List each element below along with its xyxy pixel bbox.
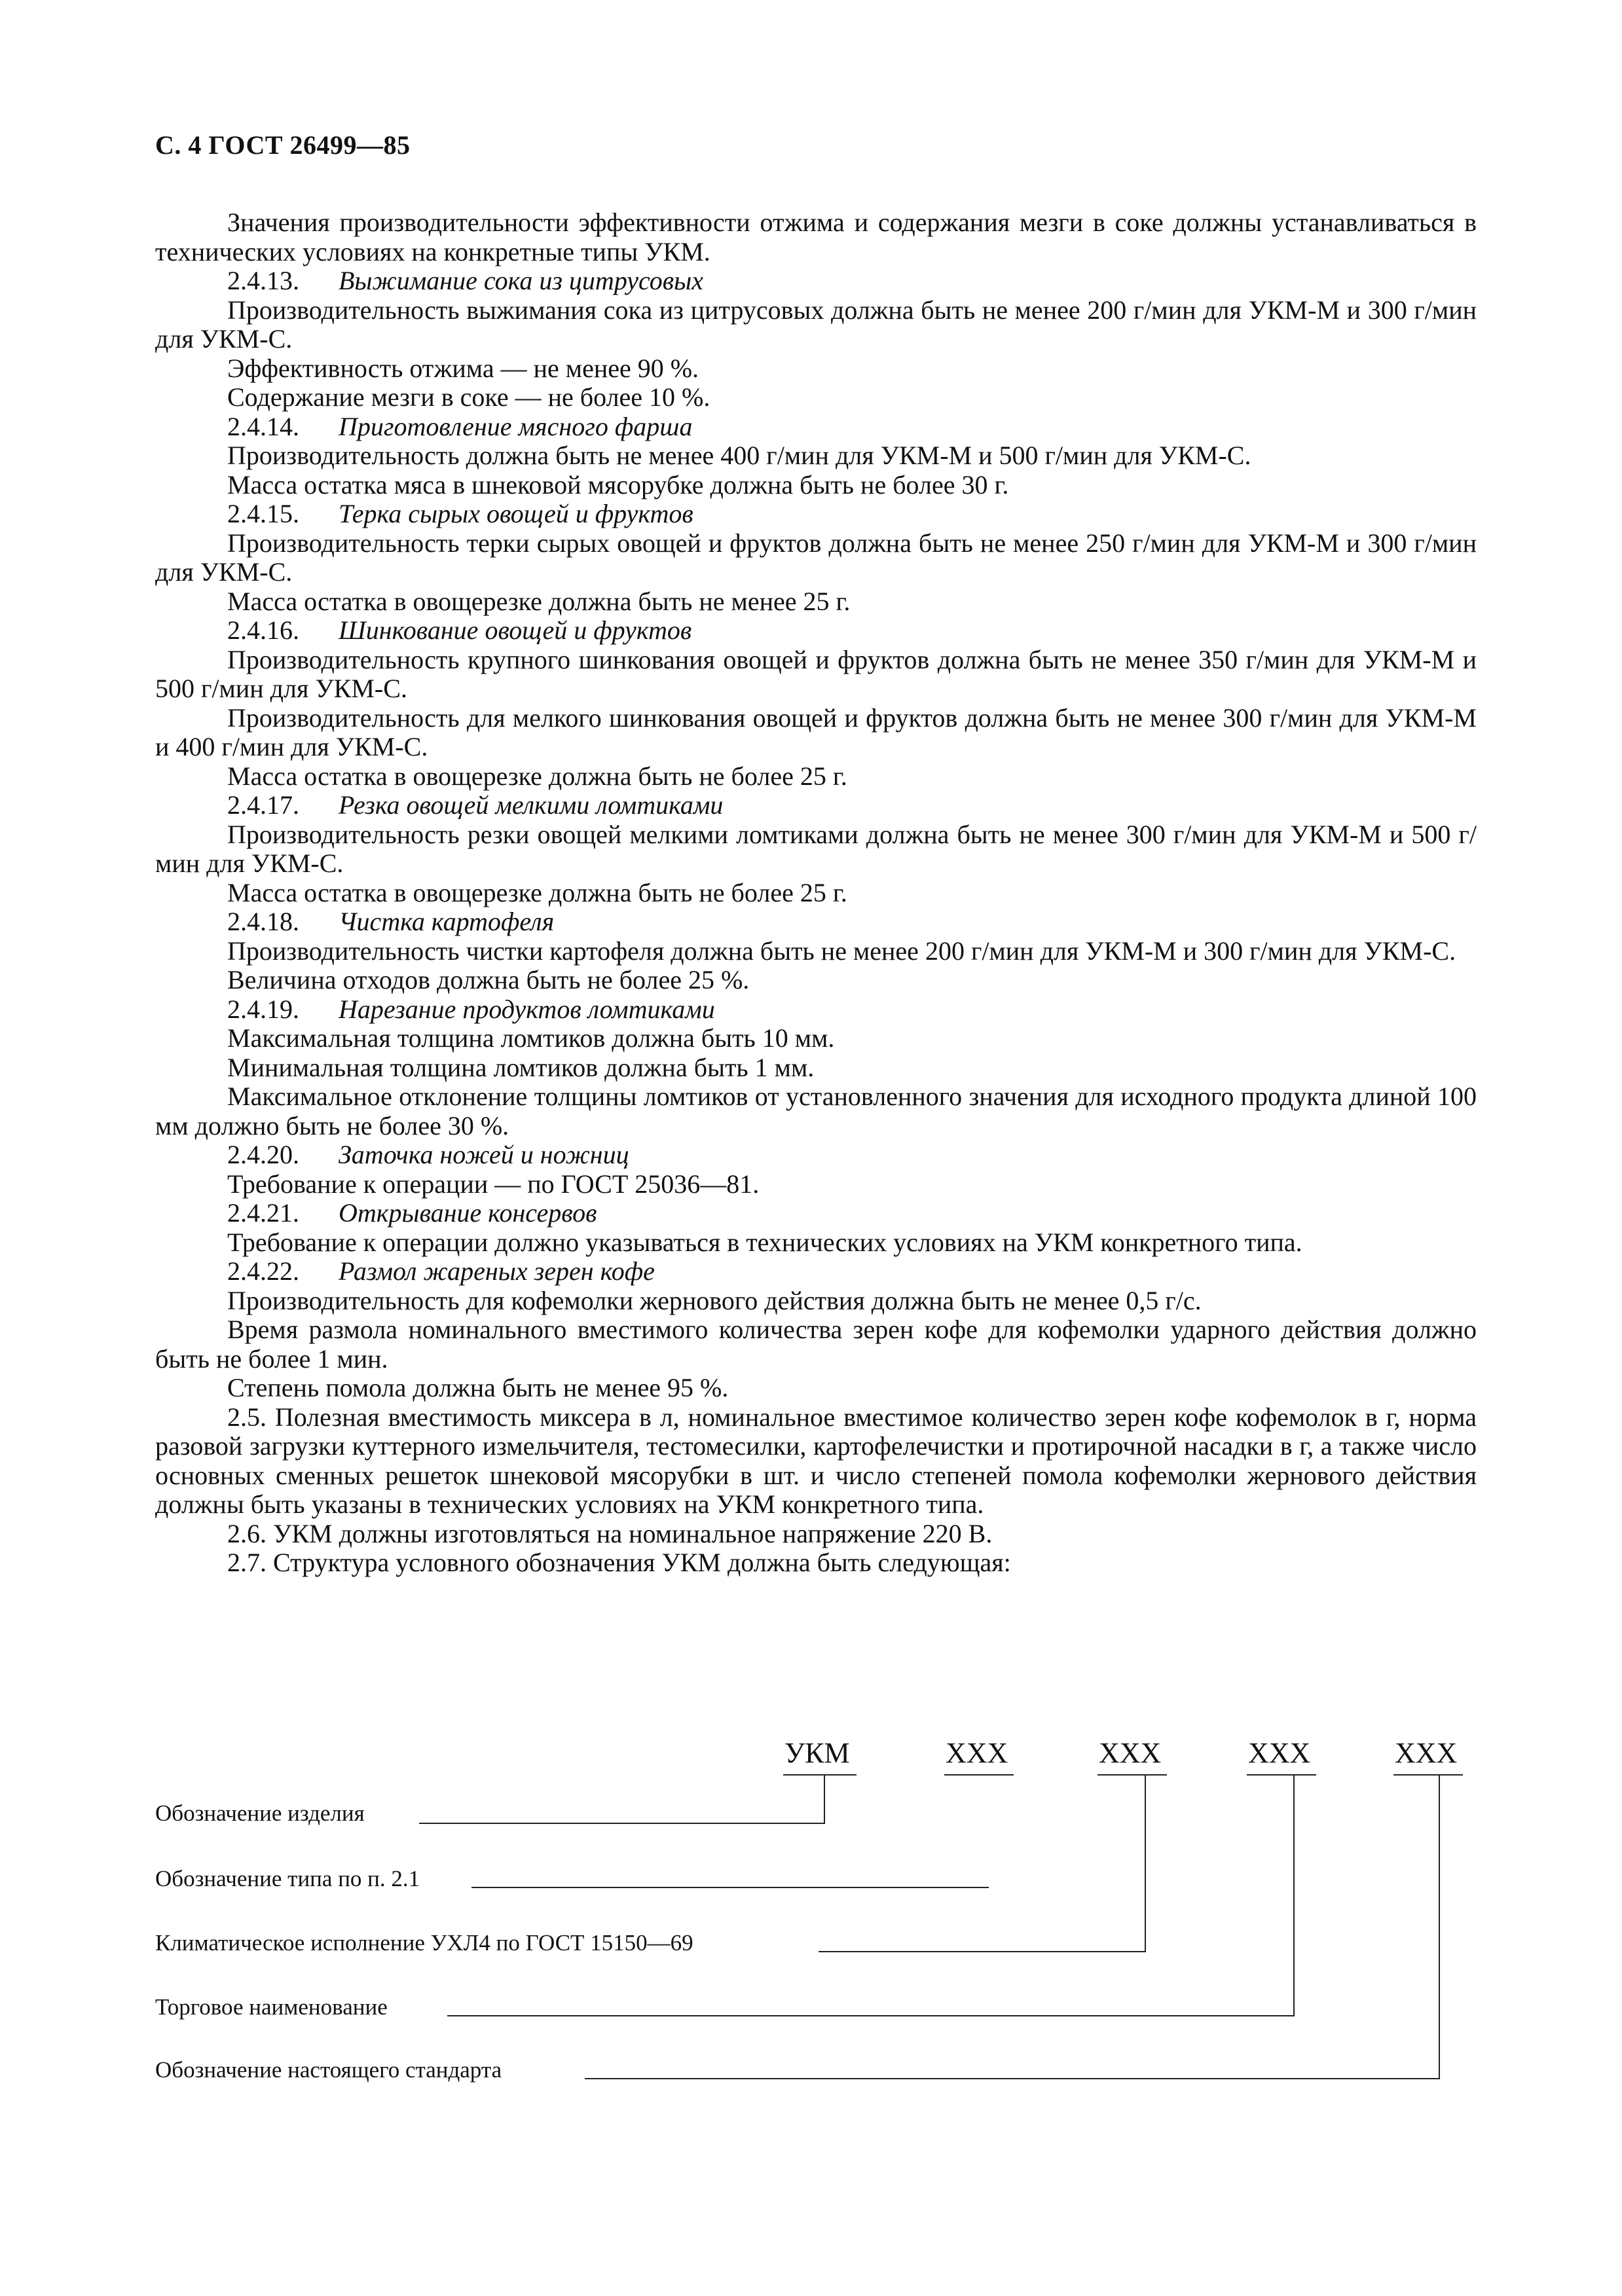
paragraph: 2.7. Структура условного обозначения УКМ должна быть следующая: <box>227 1548 1011 1577</box>
section-heading <box>155 1257 1477 1286</box>
section-number: 2.4.16. <box>227 615 299 645</box>
label-type: Обозначение типа по п. 2.1 <box>155 1866 420 1891</box>
section-number: 2.4.17. <box>227 790 299 820</box>
paragraph: Масса остатка мяса в шнековой мясорубке должна быть не более 30 г. <box>227 469 1009 500</box>
leader-standard <box>585 2078 1440 2079</box>
section-heading <box>155 500 1477 529</box>
section-title: Чистка картофеля <box>339 907 555 936</box>
label-product: Обозначение изделия <box>155 1800 365 1826</box>
paragraph: Производительность чистки картофеля должна быть не менее 200 г/мин для УКМ-М и 300 г/мин для УКМ-С. <box>227 936 1456 966</box>
section-number: 2.4.15. <box>227 499 299 528</box>
paragraph: Величина отходов должна быть не более 25 %. <box>227 965 750 994</box>
underline-climate <box>1097 1774 1167 1776</box>
leader-type <box>471 1887 989 1888</box>
paragraph: Значения производительности эффективности отжима и содержания мезги в соке должны устанавливаться в технических условиях на конкретные типы УКМ. <box>155 208 1477 266</box>
paragraph: Производительность для мелкого шинкования овощей и фруктов должна быть не менее 300 г/мин для УКМ-М и 400 г/мин для УКМ-С. <box>155 702 1477 761</box>
section-number: 2.4.22. <box>227 1256 299 1286</box>
designation-diagram <box>0 1702 1622 2108</box>
paragraph: Эффективность отжима — не менее 90 %. <box>227 353 699 383</box>
leader-trade-name-vertical <box>1293 1774 1295 2016</box>
paragraph: Требование к операции — по ГОСТ 25036—81. <box>227 1169 760 1199</box>
section-title: Шинкование овощей и фруктов <box>339 615 692 645</box>
body-text <box>155 208 1477 1578</box>
section-heading <box>155 616 1477 646</box>
leader-standard-vertical <box>1439 1774 1440 2079</box>
underline-type <box>944 1774 1014 1776</box>
section-number: 2.4.13. <box>227 266 299 295</box>
section-heading <box>155 266 1477 296</box>
section-heading <box>155 791 1477 820</box>
paragraph: 2.6. УКМ должны изготовляться на номинальное напряжение 220 В. <box>227 1518 993 1548</box>
section-title: Выжимание сока из цитрусовых <box>339 266 704 295</box>
paragraph: Производительность крупного шинкования овощей и фруктов должна быть не менее 350 г/мин для УКМ-М и 500 г/мин для УКМ-С. <box>155 644 1477 703</box>
paragraph: Содержание мезги в соке — не более 10 %. <box>227 382 710 412</box>
page-header: С. 4 ГОСТ 26499—85 <box>155 130 411 160</box>
section-title: Резка овощей мелкими ломтиками <box>339 790 724 820</box>
section-title: Приготовление мясного фарша <box>339 411 693 441</box>
section-heading <box>155 1199 1477 1228</box>
paragraph: Производительность для кофемолки жернового действия должна быть не менее 0,5 г/с. <box>227 1285 1202 1315</box>
section-title: Заточка ножей и ножниц <box>339 1140 629 1169</box>
paragraph: Требование к операции должно указываться в технических условиях на УКМ конкретного типа. <box>227 1227 1302 1257</box>
section-number: 2.4.19. <box>227 994 299 1024</box>
section-heading <box>155 907 1477 937</box>
paragraph: Производительность терки сырых овощей и фруктов должна быть не менее 250 г/мин для УКМ-М и 300 г/мин для УКМ-С. <box>155 528 1477 587</box>
section-title: Размол жареных зерен кофе <box>339 1256 655 1286</box>
underline-standard <box>1393 1774 1463 1776</box>
code-standard: ХХХ <box>1395 1737 1458 1769</box>
paragraph: Минимальная толщина ломтиков должна быть 1 мм. <box>227 1052 815 1082</box>
leader-trade-name <box>447 2015 1295 2016</box>
paragraph: Степень помола должна быть не менее 95 %. <box>227 1373 729 1402</box>
paragraph: Максимальная толщина ломтиков должна быть 10 мм. <box>227 1023 835 1053</box>
code-type: ХХХ <box>946 1737 1008 1769</box>
section-heading <box>155 412 1477 442</box>
paragraph: 2.5. Полезная вместимость миксера в л, номинальное вместимое количество зерен кофе кофемолок в г, норма разовой загрузки куттерного измельчителя, тестомесилки, картофелечистки и протирочной насадки в г, а также число основных сменных решеток шнековой мясорубки в шт. и число степеней помола кофемолки жернового действия должны быть указаны в технических условиях на УКМ конкретного типа. <box>155 1402 1477 1519</box>
paragraph: Производительность резки овощей мелкими ломтиками должна быть не менее 300 г/мин для УКМ-М и 500 г/мин для УКМ-С. <box>155 819 1477 878</box>
section-number: 2.4.20. <box>227 1140 299 1169</box>
leader-product <box>419 1823 825 1824</box>
label-standard: Обозначение настоящего стандарта <box>155 2057 502 2083</box>
leader-product-vertical <box>824 1774 825 1824</box>
section-number: 2.4.21. <box>227 1198 299 1228</box>
paragraph: Масса остатка в овощерезке должна быть не более 25 г. <box>227 877 847 907</box>
paragraph: Максимальное отклонение толщины ломтиков от установленного значения для исходного продукта длиной 100 мм должно быть не более 30 %. <box>155 1082 1477 1140</box>
paragraph: Масса остатка в овощерезке должна быть не более 25 г. <box>227 761 847 791</box>
section-title: Открывание консервов <box>339 1198 597 1228</box>
code-trade-name: ХХХ <box>1248 1737 1311 1769</box>
section-heading <box>155 1140 1477 1170</box>
leader-climate <box>819 1951 1146 1952</box>
section-number: 2.4.18. <box>227 907 299 936</box>
paragraph: Производительность выжимания сока из цитрусовых должна быть не менее 200 г/мин для УКМ-М и 300 г/мин для УКМ-С. <box>155 295 1477 354</box>
label-trade-name: Торговое наименование <box>155 1994 388 2020</box>
section-heading <box>155 995 1477 1025</box>
paragraph: Масса остатка в овощерезке должна быть не менее 25 г. <box>227 586 851 616</box>
section-title: Терка сырых овощей и фруктов <box>339 499 693 528</box>
paragraph: Время размола номинального вместимого количества зерен кофе для кофемолки ударного действия должно быть не более 1 мин. <box>155 1315 1477 1374</box>
underline-trade-name <box>1247 1774 1316 1776</box>
code-ukm: УКМ <box>784 1737 850 1769</box>
leader-climate-vertical <box>1145 1774 1146 1952</box>
label-climate: Климатическое исполнение УХЛ4 по ГОСТ 15150—69 <box>155 1930 693 1956</box>
paragraph: Производительность должна быть не менее 400 г/мин для УКМ-М и 500 г/мин для УКМ-С. <box>227 441 1251 470</box>
underline-ukm <box>783 1774 857 1776</box>
section-title: Нарезание продуктов ломтиками <box>339 994 715 1024</box>
section-number: 2.4.14. <box>227 411 299 441</box>
code-climate: ХХХ <box>1099 1737 1162 1769</box>
